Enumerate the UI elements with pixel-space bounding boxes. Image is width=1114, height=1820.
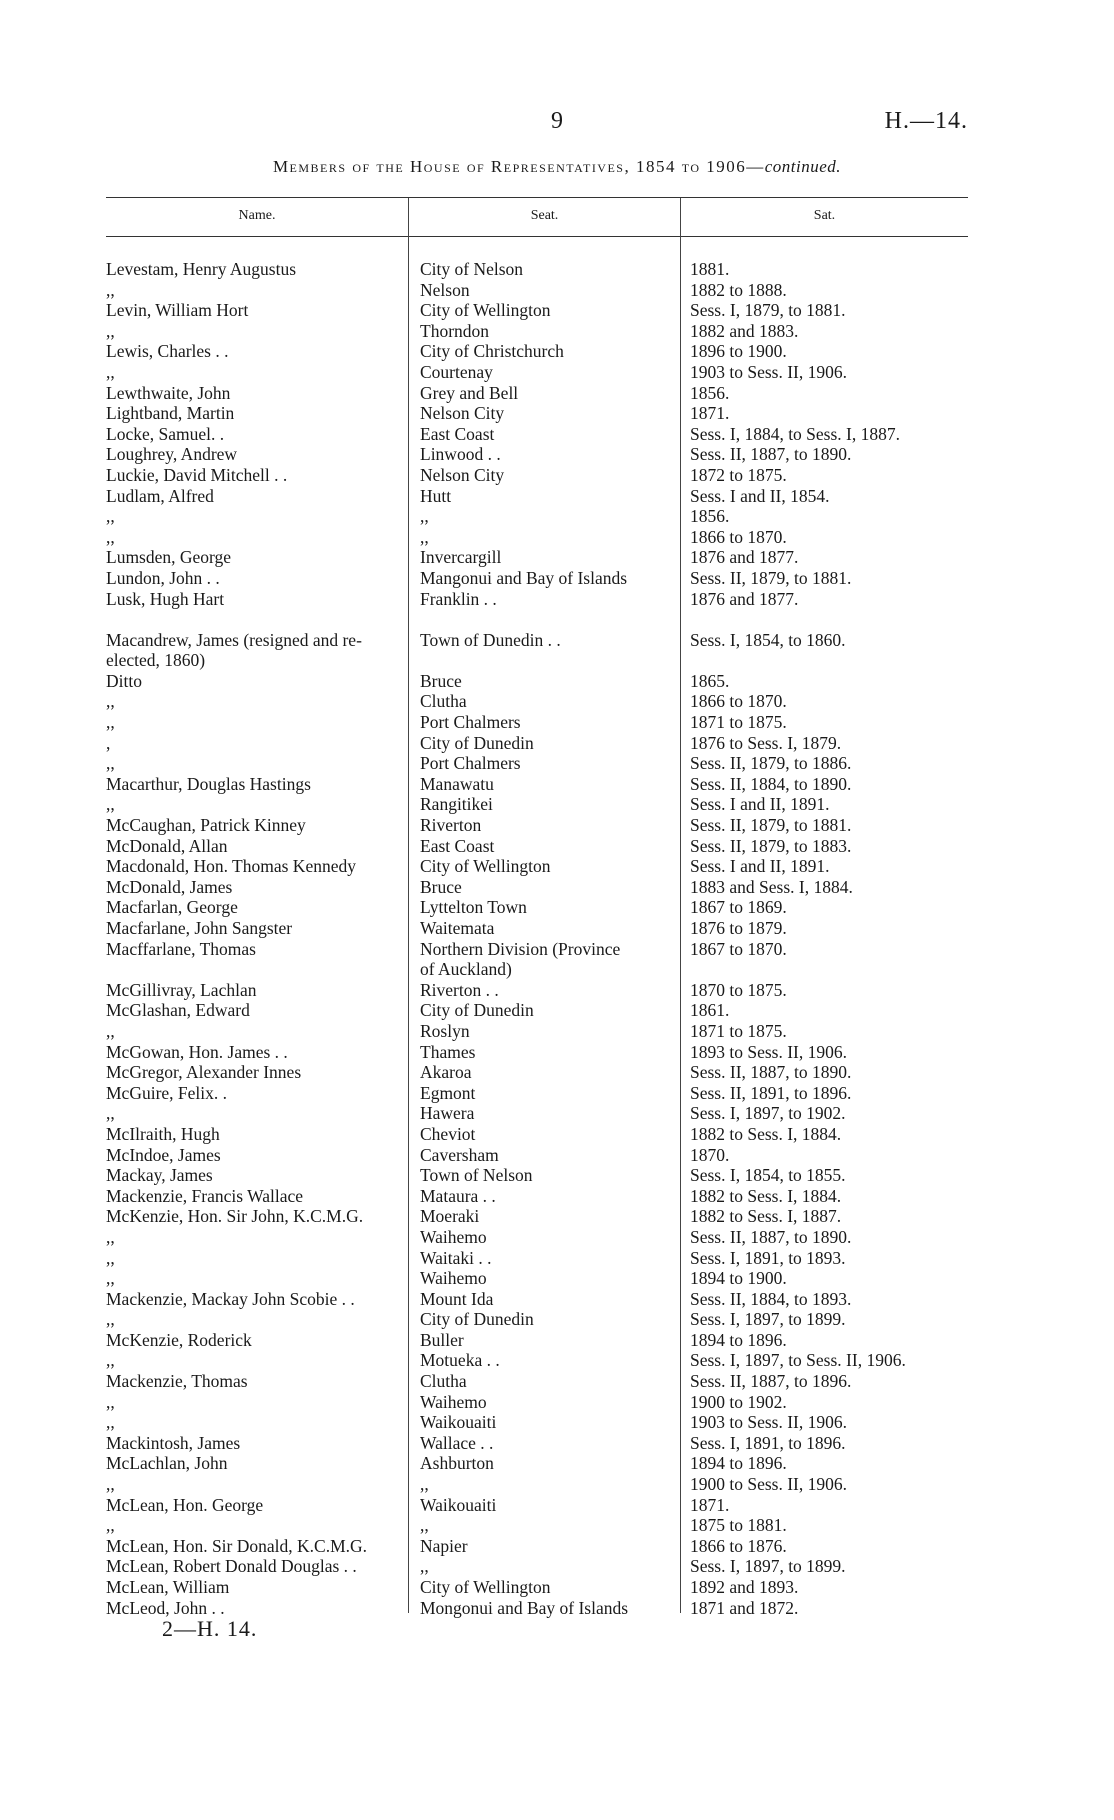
- sat-period-cell: 1876 to 1879.: [690, 918, 787, 938]
- sat-period-cell: Sess. I, 1897, to 1899.: [690, 1556, 846, 1577]
- seat-cell: City of Christchurch: [420, 341, 564, 362]
- seat-cell: City of Wellington: [420, 1577, 551, 1597]
- seat-cell: Mount Ida: [420, 1288, 494, 1309]
- seat-cell: Courtenay: [420, 361, 493, 382]
- table-row: [106, 300, 968, 321]
- sat-period-cell: 1856.: [690, 506, 730, 527]
- table-row: [106, 1371, 968, 1392]
- table-row: [106, 362, 968, 383]
- sat-period-cell: 1882 to Sess. I, 1887.: [690, 1206, 842, 1227]
- member-name-cell: McLeod, John . .: [106, 1597, 225, 1618]
- table-row: [106, 424, 968, 445]
- seat-cell: ,,: [420, 506, 429, 527]
- member-name-cell: elected, 1860): [106, 650, 206, 671]
- seat-cell: Northern Division (Province: [420, 938, 621, 959]
- seat-cell: ,,: [420, 526, 429, 547]
- sat-period-cell: 1882 and 1883.: [690, 320, 799, 341]
- member-name-cell: ,,: [106, 691, 115, 712]
- table-row: [106, 341, 968, 362]
- member-name-cell: Macffarlane, Thomas: [106, 938, 256, 959]
- seat-cell: City of Wellington: [420, 300, 551, 321]
- table-row: [106, 321, 968, 342]
- sat-period-cell: Sess. II, 1879, to 1883.: [690, 835, 852, 856]
- table-row: [106, 1474, 968, 1495]
- member-name-cell: ,,: [106, 1268, 115, 1289]
- member-name-cell: ,,: [106, 712, 115, 733]
- table-row: [106, 1268, 968, 1289]
- member-name-cell: ,,: [106, 506, 115, 527]
- table-row: [106, 671, 968, 692]
- member-name-cell: Ludlam, Alfred: [106, 485, 214, 506]
- seat-cell: Port Chalmers: [420, 712, 521, 733]
- table-header-rule: [106, 236, 968, 237]
- seat-cell: Mangonui and Bay of Islands: [420, 567, 628, 588]
- table-row: [106, 1186, 968, 1207]
- sat-period-cell: Sess. II, 1887, to 1890.: [690, 1062, 852, 1083]
- sat-period-cell: Sess. II, 1887, to 1890.: [690, 444, 852, 465]
- member-name-cell: ,,: [106, 361, 115, 382]
- seat-cell: Buller: [420, 1329, 464, 1350]
- seat-cell: Thames: [420, 1041, 476, 1062]
- sat-period-cell: Sess. I, 1854, to 1855.: [690, 1165, 846, 1186]
- seat-cell: Nelson City: [420, 403, 505, 424]
- seat-cell: Lyttelton Town: [420, 897, 527, 918]
- member-name-cell: McLean, Robert Donald Douglas . .: [106, 1556, 357, 1577]
- member-name-cell: Mackintosh, James: [106, 1432, 241, 1453]
- member-name-cell: Macfarlane, John Sangster: [106, 918, 293, 938]
- sat-period-cell: 1876 and 1877.: [690, 547, 799, 568]
- member-name-cell: McLean, William: [106, 1577, 230, 1597]
- table-row: [106, 1556, 968, 1577]
- table-row: [106, 1453, 968, 1474]
- seat-cell: ,,: [420, 1556, 429, 1577]
- seat-cell: Port Chalmers: [420, 753, 521, 774]
- seat-cell: Napier: [420, 1535, 468, 1556]
- table-row: [106, 1536, 968, 1557]
- member-name-cell: McGlashan, Edward: [106, 1000, 250, 1021]
- sat-period-cell: Sess. II, 1879, to 1881.: [690, 815, 852, 836]
- sat-period-cell: 1870.: [690, 1144, 730, 1165]
- table-row: [106, 1248, 968, 1269]
- table-row: [106, 1309, 968, 1330]
- member-name-cell: Lightband, Martin: [106, 403, 235, 424]
- member-name-cell: McCaughan, Patrick Kinney: [106, 815, 306, 836]
- sat-period-cell: 1867 to 1869.: [690, 897, 787, 918]
- table-row: [106, 1083, 968, 1104]
- table-row: [106, 794, 968, 815]
- table-row: [106, 1206, 968, 1227]
- table-spacer: [106, 609, 968, 630]
- table-row: [106, 815, 968, 836]
- table-row: [106, 403, 968, 424]
- member-name-cell: Macdonald, Hon. Thomas Kennedy: [106, 856, 356, 877]
- member-name-cell: McDonald, Allan: [106, 835, 228, 856]
- table-row: [106, 650, 968, 671]
- table-row: [106, 836, 968, 857]
- member-name-cell: McIlraith, Hugh: [106, 1123, 220, 1144]
- member-name-cell: ,,: [106, 320, 115, 341]
- table-row: [106, 1495, 968, 1516]
- sat-period-cell: Sess. I, 1897, to Sess. II, 1906.: [690, 1350, 906, 1371]
- member-name-cell: Lewthwaite, John: [106, 382, 231, 403]
- member-name-cell: Luckie, David Mitchell . .: [106, 464, 288, 485]
- seat-cell: Waihemo: [420, 1226, 487, 1247]
- seat-cell: Riverton . .: [420, 979, 499, 1000]
- seat-cell: Mataura . .: [420, 1185, 496, 1206]
- table-row: [106, 980, 968, 1001]
- seat-cell: Clutha: [420, 1371, 467, 1392]
- sat-period-cell: Sess. I, 1854, to 1860.: [690, 629, 846, 650]
- table-row: [106, 1330, 968, 1351]
- seat-cell: Mongonui and Bay of Islands: [420, 1597, 629, 1618]
- member-name-cell: Levin, William Hort: [106, 300, 249, 321]
- sat-period-cell: 1894 to 1896.: [690, 1329, 787, 1350]
- seat-cell: ,,: [420, 1474, 429, 1495]
- member-name-cell: Loughrey, Andrew: [106, 444, 238, 465]
- running-title-main: Members of the House of Representatives, 1854 to 1906—: [272, 157, 765, 176]
- member-name-cell: Mackenzie, Mackay John Scobie . .: [106, 1288, 355, 1309]
- table-row: [106, 1103, 968, 1124]
- member-name-cell: McGregor, Alexander Innes: [106, 1062, 302, 1083]
- member-name-cell: Lundon, John . .: [106, 567, 220, 588]
- table-row: [106, 939, 968, 960]
- sat-period-cell: Sess. I and II, 1891.: [690, 794, 830, 815]
- table-row: [106, 856, 968, 877]
- seat-cell: Wallace . .: [420, 1432, 494, 1453]
- seat-cell: Bruce: [420, 670, 462, 691]
- seat-cell: Akaroa: [420, 1062, 472, 1083]
- sat-period-cell: 1893 to Sess. II, 1906.: [690, 1041, 848, 1062]
- seat-cell: Riverton: [420, 815, 482, 836]
- table-row: [106, 1392, 968, 1413]
- seat-cell: City of Dunedin: [420, 1000, 534, 1021]
- sat-period-cell: 1867 to 1870.: [690, 938, 787, 959]
- sat-period-cell: Sess. II, 1884, to 1890.: [690, 773, 852, 794]
- table-row: [106, 383, 968, 404]
- sat-period-cell: 1871.: [690, 403, 730, 424]
- seat-cell: Nelson City: [420, 464, 505, 485]
- table-body: [106, 259, 968, 1618]
- sat-period-cell: Sess. II, 1891, to 1896.: [690, 1082, 852, 1103]
- seat-cell: Cheviot: [420, 1123, 476, 1144]
- table-row: [106, 1227, 968, 1248]
- member-name-cell: ,,: [106, 1474, 115, 1495]
- sat-period-cell: 1900 to 1902.: [690, 1391, 787, 1412]
- member-name-cell: ,: [106, 732, 111, 753]
- table-row: [106, 1042, 968, 1063]
- table-row: [106, 1062, 968, 1083]
- members-table: [106, 197, 968, 1627]
- sat-period-cell: Sess. II, 1879, to 1881.: [690, 567, 852, 588]
- member-name-cell: Locke, Samuel. .: [106, 423, 225, 444]
- seat-cell: Waikouaiti: [420, 1494, 497, 1515]
- seat-cell: Grey and Bell: [420, 382, 519, 403]
- seat-cell: City of Wellington: [420, 856, 551, 877]
- table-row: [106, 630, 968, 651]
- sat-period-cell: 1872 to 1875.: [690, 464, 787, 485]
- table-row: [106, 1577, 968, 1598]
- member-name-cell: Mackay, James: [106, 1165, 213, 1186]
- table-row: [106, 691, 968, 712]
- seat-cell: Town of Dunedin . .: [420, 629, 561, 650]
- member-name-cell: McKenzie, Roderick: [106, 1329, 252, 1350]
- seat-cell: Town of Nelson: [420, 1165, 533, 1186]
- table-row: [106, 959, 968, 980]
- seat-cell: Ashburton: [420, 1453, 494, 1474]
- member-name-cell: McIndoe, James: [106, 1144, 221, 1165]
- sat-period-cell: 1882 to Sess. I, 1884.: [690, 1123, 842, 1144]
- table-row: [106, 1433, 968, 1454]
- member-name-cell: Levestam, Henry Augustus: [106, 259, 297, 279]
- sat-period-cell: 1892 and 1893.: [690, 1577, 799, 1597]
- seat-cell: Waitaki . .: [420, 1247, 492, 1268]
- member-name-cell: McLean, Hon. Sir Donald, K.C.M.G.: [106, 1535, 368, 1556]
- table-row: [106, 897, 968, 918]
- seat-cell: Roslyn: [420, 1020, 470, 1041]
- sat-period-cell: 1866 to 1870.: [690, 691, 787, 712]
- table-row: [106, 506, 968, 527]
- member-name-cell: Macfarlan, George: [106, 897, 238, 918]
- seat-cell: of Auckland): [420, 959, 512, 980]
- running-title-continued: continued.: [764, 157, 842, 176]
- sat-period-cell: 1896 to 1900.: [690, 341, 787, 362]
- sat-period-cell: 1871 and 1872.: [690, 1597, 799, 1618]
- table-row: [106, 486, 968, 507]
- member-name-cell: Ditto: [106, 670, 142, 691]
- table-row: [106, 527, 968, 548]
- seat-cell: Linwood . .: [420, 444, 501, 465]
- table-row: [106, 1289, 968, 1310]
- column-header-sat: Sat.: [813, 208, 836, 223]
- seat-cell: City of Dunedin: [420, 1309, 534, 1330]
- table-row: [106, 1165, 968, 1186]
- seat-cell: Motueka . .: [420, 1350, 500, 1371]
- table-row: [106, 1021, 968, 1042]
- seat-cell: Egmont: [420, 1082, 476, 1103]
- seat-cell: Waihemo: [420, 1391, 487, 1412]
- member-name-cell: ,,: [106, 1309, 115, 1330]
- table-row: [106, 259, 968, 280]
- sat-period-cell: 1876 to Sess. I, 1879.: [690, 732, 842, 753]
- table-row: [106, 753, 968, 774]
- seat-cell: Manawatu: [420, 773, 494, 794]
- table-row: [106, 280, 968, 301]
- member-name-cell: McKenzie, Hon. Sir John, K.C.M.G.: [106, 1206, 364, 1227]
- seat-cell: ,,: [420, 1515, 429, 1536]
- table-row: [106, 1350, 968, 1371]
- table-row: [106, 1000, 968, 1021]
- seat-cell: Nelson: [420, 279, 470, 300]
- table-row: [106, 1124, 968, 1145]
- column-header-seat: Seat.: [530, 208, 559, 223]
- seat-cell: Waitemata: [420, 918, 495, 938]
- sat-period-cell: 1865.: [690, 670, 730, 691]
- sat-period-cell: Sess. II, 1887, to 1890.: [690, 1226, 852, 1247]
- member-name-cell: ,,: [106, 526, 115, 547]
- sat-period-cell: 1870 to 1875.: [690, 979, 787, 1000]
- sat-period-cell: Sess. I, 1891, to 1896.: [690, 1432, 846, 1453]
- member-name-cell: Lumsden, George: [106, 547, 232, 568]
- sat-period-cell: Sess. I, 1879, to 1881.: [690, 300, 846, 321]
- member-name-cell: McGillivray, Lachlan: [106, 979, 257, 1000]
- seat-cell: Clutha: [420, 691, 467, 712]
- sat-period-cell: 1894 to 1900.: [690, 1268, 787, 1289]
- member-name-cell: ,,: [106, 279, 115, 300]
- table-row: [106, 589, 968, 610]
- seat-cell: Rangitikei: [420, 794, 493, 815]
- sat-period-cell: 1881.: [690, 259, 730, 279]
- member-name-cell: ,,: [106, 1391, 115, 1412]
- sat-period-cell: 1894 to 1896.: [690, 1453, 787, 1474]
- running-title: [0, 157, 1114, 177]
- table-row: [106, 712, 968, 733]
- sat-period-cell: Sess. I, 1891, to 1893.: [690, 1247, 846, 1268]
- member-name-cell: ,,: [106, 1103, 115, 1124]
- column-header-name: Name.: [238, 208, 276, 223]
- sat-period-cell: Sess. II, 1879, to 1886.: [690, 753, 852, 774]
- member-name-cell: ,,: [106, 1020, 115, 1041]
- member-name-cell: Mackenzie, Francis Wallace: [106, 1185, 303, 1206]
- member-name-cell: McLean, Hon. George: [106, 1494, 264, 1515]
- member-name-cell: ,,: [106, 794, 115, 815]
- sat-period-cell: Sess. I, 1897, to 1899.: [690, 1309, 846, 1330]
- sat-period-cell: 1861.: [690, 1000, 730, 1021]
- seat-cell: Hutt: [420, 485, 452, 506]
- sat-period-cell: Sess. II, 1887, to 1896.: [690, 1371, 852, 1392]
- sat-period-cell: 1882 to Sess. I, 1884.: [690, 1185, 842, 1206]
- seat-cell: Waikouaiti: [420, 1412, 497, 1433]
- seat-cell: City of Dunedin: [420, 732, 534, 753]
- table-row: [106, 1412, 968, 1433]
- signature-mark: 2—H. 14.: [162, 1616, 258, 1641]
- table-row: [106, 568, 968, 589]
- sat-period-cell: 1900 to Sess. II, 1906.: [690, 1474, 848, 1495]
- sat-period-cell: Sess. I and II, 1854.: [690, 485, 830, 506]
- sat-period-cell: 1876 and 1877.: [690, 588, 799, 609]
- table-row: [106, 465, 968, 486]
- seat-cell: East Coast: [420, 423, 495, 444]
- member-name-cell: McGuire, Felix. .: [106, 1082, 228, 1103]
- member-name-cell: McDonald, James: [106, 876, 233, 897]
- seat-cell: Hawera: [420, 1103, 475, 1124]
- sat-period-cell: 1871 to 1875.: [690, 712, 787, 733]
- member-name-cell: Lewis, Charles . .: [106, 341, 229, 362]
- member-name-cell: Macarthur, Douglas Hastings: [106, 773, 311, 794]
- seat-cell: Caversham: [420, 1144, 499, 1165]
- document-reference: H.—14.: [884, 108, 968, 134]
- sat-period-cell: 1875 to 1881.: [690, 1515, 787, 1536]
- sat-period-cell: Sess. I, 1884, to Sess. I, 1887.: [690, 423, 901, 444]
- table-row: [106, 547, 968, 568]
- member-name-cell: Mackenzie, Thomas: [106, 1371, 248, 1392]
- sat-period-cell: 1903 to Sess. II, 1906.: [690, 1412, 848, 1433]
- member-name-cell: ,,: [106, 1350, 115, 1371]
- sat-period-cell: Sess. II, 1884, to 1893.: [690, 1288, 852, 1309]
- seat-cell: East Coast: [420, 835, 495, 856]
- member-name-cell: McLachlan, John: [106, 1453, 228, 1474]
- page-number: 9: [551, 108, 563, 134]
- table-row: [106, 918, 968, 939]
- sat-period-cell: 1866 to 1876.: [690, 1535, 787, 1556]
- member-name-cell: Lusk, Hugh Hart: [106, 588, 225, 609]
- seat-cell: Moeraki: [420, 1206, 480, 1227]
- sat-period-cell: 1856.: [690, 382, 730, 403]
- member-name-cell: McGowan, Hon. James . .: [106, 1041, 288, 1062]
- member-name-cell: ,,: [106, 1412, 115, 1433]
- member-name-cell: ,,: [106, 1226, 115, 1247]
- seat-cell: Bruce: [420, 876, 462, 897]
- sat-period-cell: 1871.: [690, 1494, 730, 1515]
- sat-period-cell: 1903 to Sess. II, 1906.: [690, 361, 848, 382]
- table-row: [106, 1145, 968, 1166]
- seat-cell: Thorndon: [420, 320, 490, 341]
- seat-cell: City of Nelson: [420, 259, 524, 279]
- sat-period-cell: 1882 to 1888.: [690, 279, 787, 300]
- table-row: [106, 1515, 968, 1536]
- table-row: [106, 733, 968, 754]
- table-row: [106, 877, 968, 898]
- member-name-cell: ,,: [106, 1247, 115, 1268]
- member-name-cell: ,,: [106, 1515, 115, 1536]
- member-name-cell: ,,: [106, 753, 115, 774]
- member-name-cell: Macandrew, James (resigned and re-: [106, 629, 362, 650]
- table-row: [106, 774, 968, 795]
- seat-cell: Invercargill: [420, 547, 502, 568]
- sat-period-cell: 1871 to 1875.: [690, 1020, 787, 1041]
- sat-period-cell: 1866 to 1870.: [690, 526, 787, 547]
- sat-period-cell: Sess. I, 1897, to 1902.: [690, 1103, 846, 1124]
- seat-cell: Franklin . .: [420, 588, 497, 609]
- seat-cell: Waihemo: [420, 1268, 487, 1289]
- table-top-rule: [106, 197, 968, 198]
- sat-period-cell: 1883 and Sess. I, 1884.: [690, 876, 853, 897]
- table-row: [106, 444, 968, 465]
- sat-period-cell: Sess. I and II, 1891.: [690, 856, 830, 877]
